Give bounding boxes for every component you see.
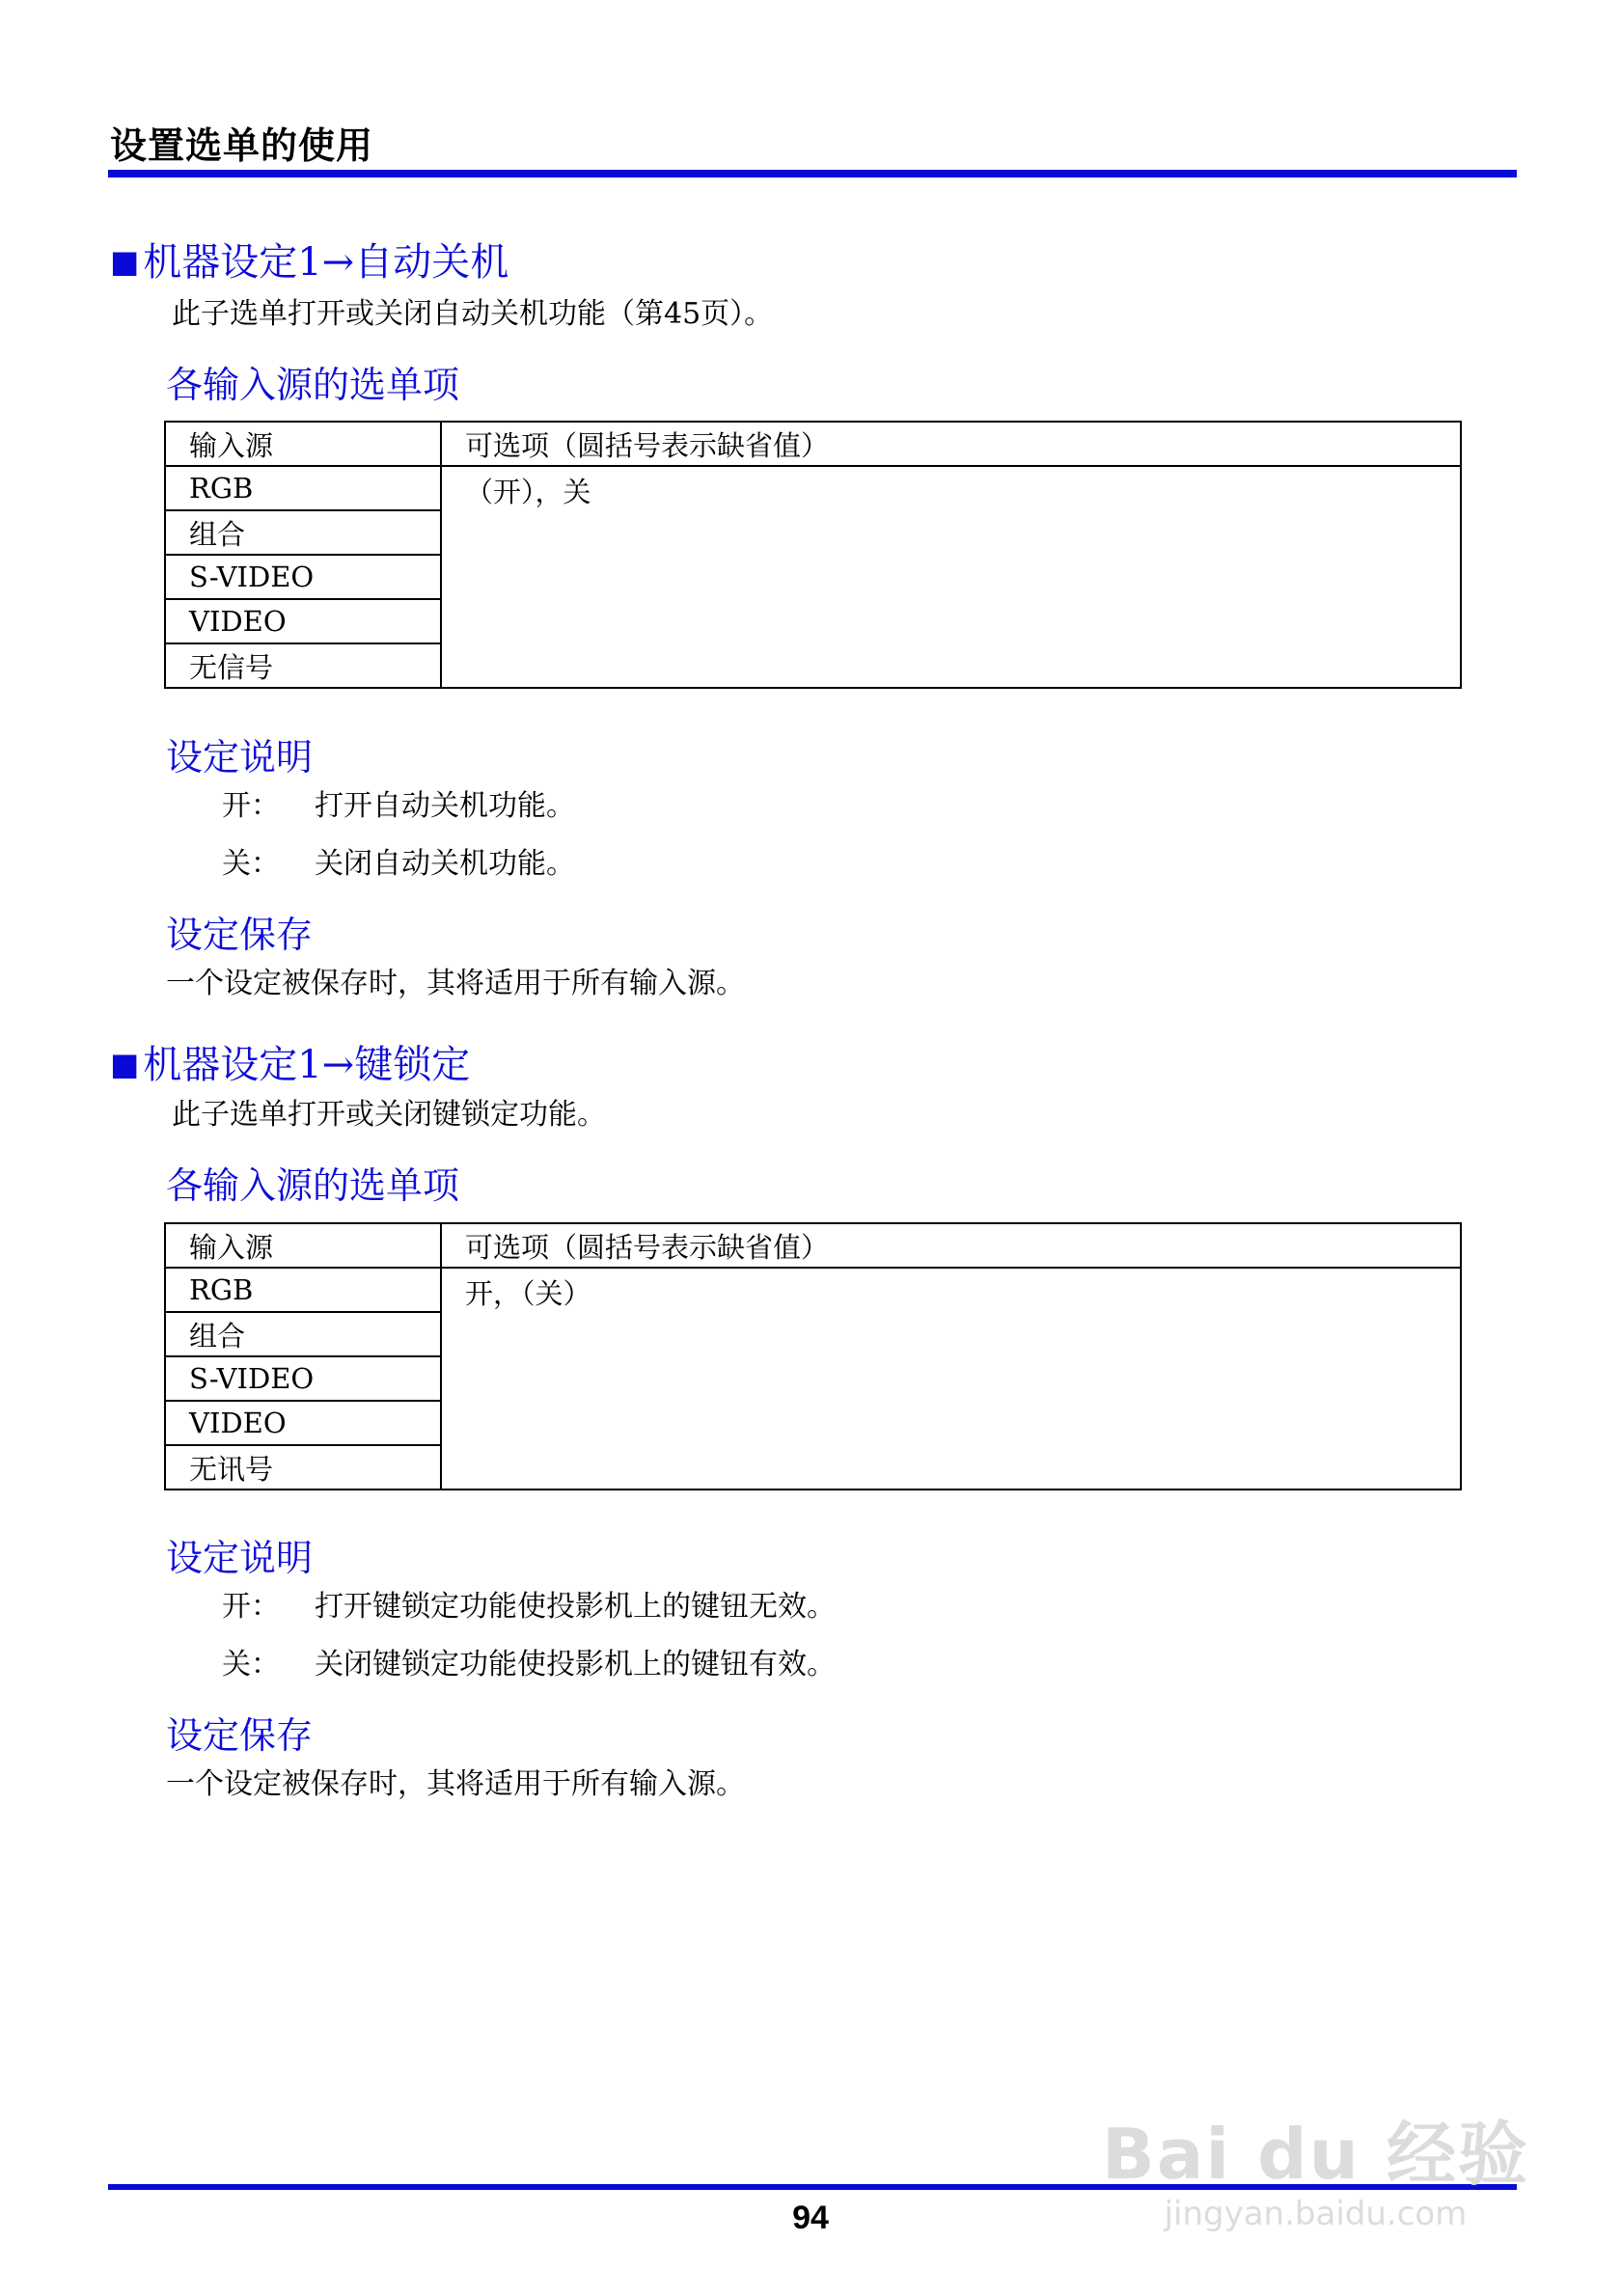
table-row: [165, 1268, 1461, 1312]
page-header-title: 设置选单的使用: [110, 124, 374, 167]
section-intro: 此子选单打开或关闭自动关机功能（第45页）。: [172, 297, 774, 331]
header-cell-options: 可选项（圆括号表示缺省值）: [441, 1223, 1461, 1268]
source-cell: RGB: [165, 466, 441, 510]
section-title: [110, 232, 508, 287]
source-cell: VIDEO: [165, 599, 441, 643]
desc-key: 开：: [222, 1590, 280, 1624]
desc-heading: 设定说明: [166, 736, 314, 779]
table-row: [165, 466, 1461, 510]
source-cell: RGB: [165, 1268, 441, 1312]
source-cell: VIDEO: [165, 1401, 441, 1445]
section-title: [110, 1034, 470, 1089]
source-cell: S-VIDEO: [165, 1356, 441, 1401]
watermark-url: jingyan.baidu.com: [1164, 2195, 1468, 2233]
section-square-icon: ■: [110, 243, 140, 280]
header-cell-options: 可选项（圆括号表示缺省值）: [441, 422, 1461, 466]
desc-text: 关闭自动关机功能。: [315, 847, 575, 881]
page-number: 94: [792, 2200, 829, 2236]
header-cell-source: 输入源: [165, 1223, 441, 1268]
save-heading: 设定保存: [166, 1714, 314, 1757]
desc-text: 打开自动关机功能。: [315, 789, 575, 823]
section-title-text: 机器设定1→自动关机: [143, 240, 509, 285]
table-heading: 各输入源的选单项: [166, 364, 460, 406]
source-cell: 组合: [165, 1312, 441, 1356]
source-cell: 无信号: [165, 643, 441, 688]
options-table: [164, 1222, 1462, 1490]
desc-heading: 设定说明: [166, 1537, 314, 1579]
save-heading: 设定保存: [166, 914, 314, 956]
source-cell: 组合: [165, 510, 441, 555]
table-header-row: [165, 422, 1461, 466]
source-cell: 无讯号: [165, 1445, 441, 1490]
baidu-watermark: [1102, 2098, 1529, 2233]
options-cell: 开，（关）: [441, 1268, 1461, 1490]
options-table: [164, 421, 1462, 689]
table-heading: 各输入源的选单项: [166, 1164, 460, 1207]
source-cell: S-VIDEO: [165, 555, 441, 599]
header-rule: [108, 170, 1517, 178]
desc-text: 打开键锁定功能使投影机上的键钮无效。: [315, 1590, 836, 1624]
table-header-row: [165, 1223, 1461, 1268]
desc-key: 关：: [222, 1648, 280, 1681]
desc-text: 关闭键锁定功能使投影机上的键钮有效。: [315, 1648, 836, 1681]
section-title-text: 机器设定1→键锁定: [143, 1043, 471, 1087]
desc-key: 开：: [222, 789, 280, 823]
save-text: 一个设定被保存时，其将适用于所有输入源。: [166, 967, 745, 1000]
section-square-icon: ■: [110, 1046, 140, 1082]
save-text: 一个设定被保存时，其将适用于所有输入源。: [166, 1767, 745, 1801]
watermark-brand: Bai du 经验: [1101, 2114, 1529, 2195]
section-intro: 此子选单打开或关闭键锁定功能。: [172, 1098, 606, 1132]
desc-key: 关：: [222, 847, 280, 881]
header-cell-source: 输入源: [165, 422, 441, 466]
options-cell: （开），关: [441, 466, 1461, 688]
